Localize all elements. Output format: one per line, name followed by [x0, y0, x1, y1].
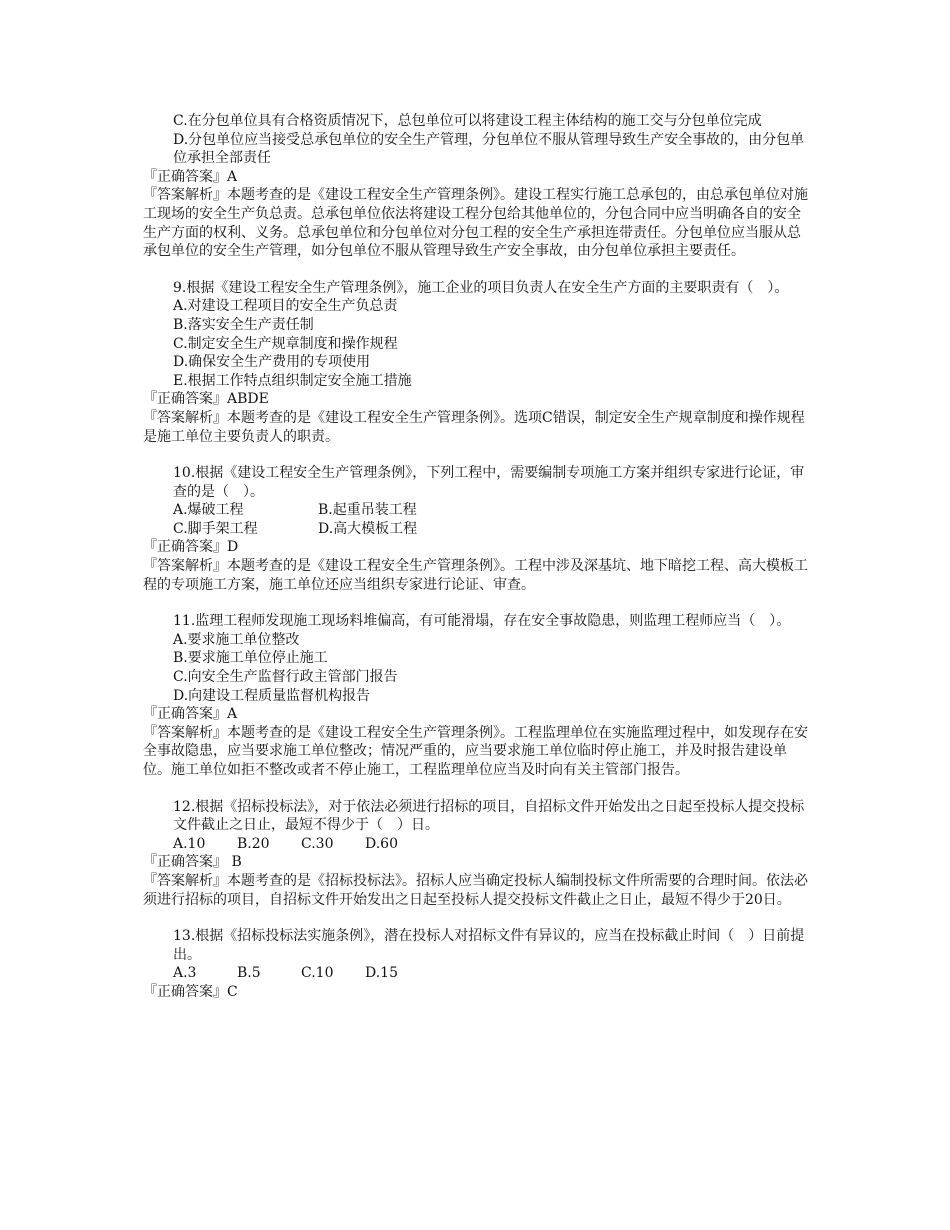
spacer [143, 446, 813, 464]
q11-option-b: B.要求施工单位停止施工 [173, 650, 328, 667]
q9-answer: 『正确答案』ABDE [143, 391, 269, 408]
q9-option-a: A.对建设工程项目的安全生产负总责 [173, 298, 398, 315]
q10-stem: 10.根据《建设工程安全生产管理条例》，下列工程中，需要编制专项施工方案并组织专家进行论证，审查的是（ ）。 [173, 465, 805, 500]
q11-option-d: D.向建设工程质量监督机构报告 [173, 687, 371, 704]
q13-option-a: A.3 [173, 965, 197, 982]
q11-option-c: C.向安全生产监督行政主管部门报告 [173, 669, 398, 686]
q12-stem: 12.根据《招标投标法》，对于依法必须进行招标的项目，自招标文件开始发出之日起至投标人提交投标文件截止之日止，最短不得少于（ ）日。 [173, 798, 805, 834]
q12-options-row [143, 835, 813, 854]
q9-option-e: E.根据工作特点组织制定安全施工措施 [173, 372, 412, 389]
q12-option-d: D.60 [365, 835, 398, 852]
q9-option-d: D.确保安全生产费用的专项使用 [173, 354, 371, 371]
q10-analysis: 『答案解析』本题考查的是《建设工程安全生产管理条例》。工程中涉及深基坑、地下暗挖工程、高大模板工程的专项施工方案，施工单位还应当组织专家进行论证、审查。 [143, 558, 808, 593]
q10-option-d: D.高大模板工程 [318, 520, 418, 537]
q12-option-b: B.20 [237, 835, 270, 852]
q8-answer: 『正确答案』A [143, 168, 238, 185]
spacer [143, 261, 813, 279]
q10-option-c: C.脚手架工程 [173, 520, 258, 537]
q8-option-c: C.在分包单位具有合格资质情况下，总包单位可以将建设工程主体结构的施工交与分包单位完成 [173, 113, 762, 129]
document-page [143, 112, 813, 1002]
q13-option-c: C.10 [301, 965, 334, 982]
q8-option-d: D.分包单位应当接受总承包单位的安全生产管理，分包单位不服从管理导致生产安全事故的，由分包单位承担全部责任 [173, 131, 805, 167]
q13-answer: 『正确答案』C [143, 983, 238, 1000]
q9-option-b: B.落实安全生产责任制 [173, 316, 314, 333]
spacer [143, 780, 813, 798]
q13-option-b: B.5 [237, 965, 261, 982]
q11-stem: 11.监理工程师发现施工现场料堆偏高，有可能滑塌，存在安全事故隐患，则监理工程师应当（ ）。 [173, 613, 791, 630]
q13-stem: 13.根据《招标投标法实施条例》，潜在投标人对招标文件有异议的，应当在投标截止时间（ ）日前提出。 [173, 928, 805, 963]
spacer [143, 909, 813, 927]
q13-options-row [143, 964, 813, 983]
q11-answer: 『正确答案』A [143, 706, 238, 723]
spacer [143, 594, 813, 612]
q9-analysis: 『答案解析』本题考查的是《建设工程安全生产管理条例》。选项C错误，制定安全生产规章制度和操作规程是施工单位主要负责人的职责。 [143, 409, 805, 445]
q11-analysis: 『答案解析』本题考查的是《建设工程安全生产管理条例》。工程监理单位在实施监理过程中，如发现存在安全事故隐患，应当要求施工单位整改；情况严重的，应当要求施工单位临时停止施工，并及时报告建设单位。施工单位如拒不整改或者不停止施工，工程监理单位应当及时向有关主管部门报告。 [143, 724, 808, 778]
q12-answer: 『正确答案』 B [143, 854, 242, 871]
q13-option-d: D.15 [365, 965, 398, 982]
q12-option-a: A.10 [173, 835, 206, 852]
q12-analysis: 『答案解析』本题考查的是《招标投标法》。招标人应当确定投标人编制投标文件所需要的合理时间。依法必须进行招标的项目，自招标文件开始发出之日起至投标人提交投标文件截止之日止，最短不得少于20日。 [143, 872, 808, 908]
q9-stem: 9.根据《建设工程安全生产管理条例》，施工企业的项目负责人在安全生产方面的主要职责有（ ）。 [173, 279, 789, 296]
q9-option-c: C.制定安全生产规章制度和操作规程 [173, 335, 398, 352]
q10-options-row-2 [143, 520, 813, 539]
q12-option-c: C.30 [301, 835, 334, 852]
q11-option-a: A.要求施工单位整改 [173, 631, 300, 648]
q10-option-a: A.爆破工程 [173, 502, 244, 519]
q10-option-b: B.起重吊装工程 [318, 502, 417, 519]
q10-options-row-1 [143, 501, 813, 520]
q10-answer: 『正确答案』D [143, 539, 239, 556]
q8-analysis: 『答案解析』本题考查的是《建设工程安全生产管理条例》。建设工程实行施工总承包的，由总承包单位对施工现场的安全生产负总责。总承包单位依法将建设工程分包给其他单位的，分包合同中应当明确各自的安全生产方面的权利、义务。总承包单位和分包单位对分包工程的安全生产承担连带责任。分包单位应当服从总承包单位的安全生产管理，如分包单位不服从管理导致生产安全事故，由分包单位承担主要责任。 [143, 187, 808, 260]
